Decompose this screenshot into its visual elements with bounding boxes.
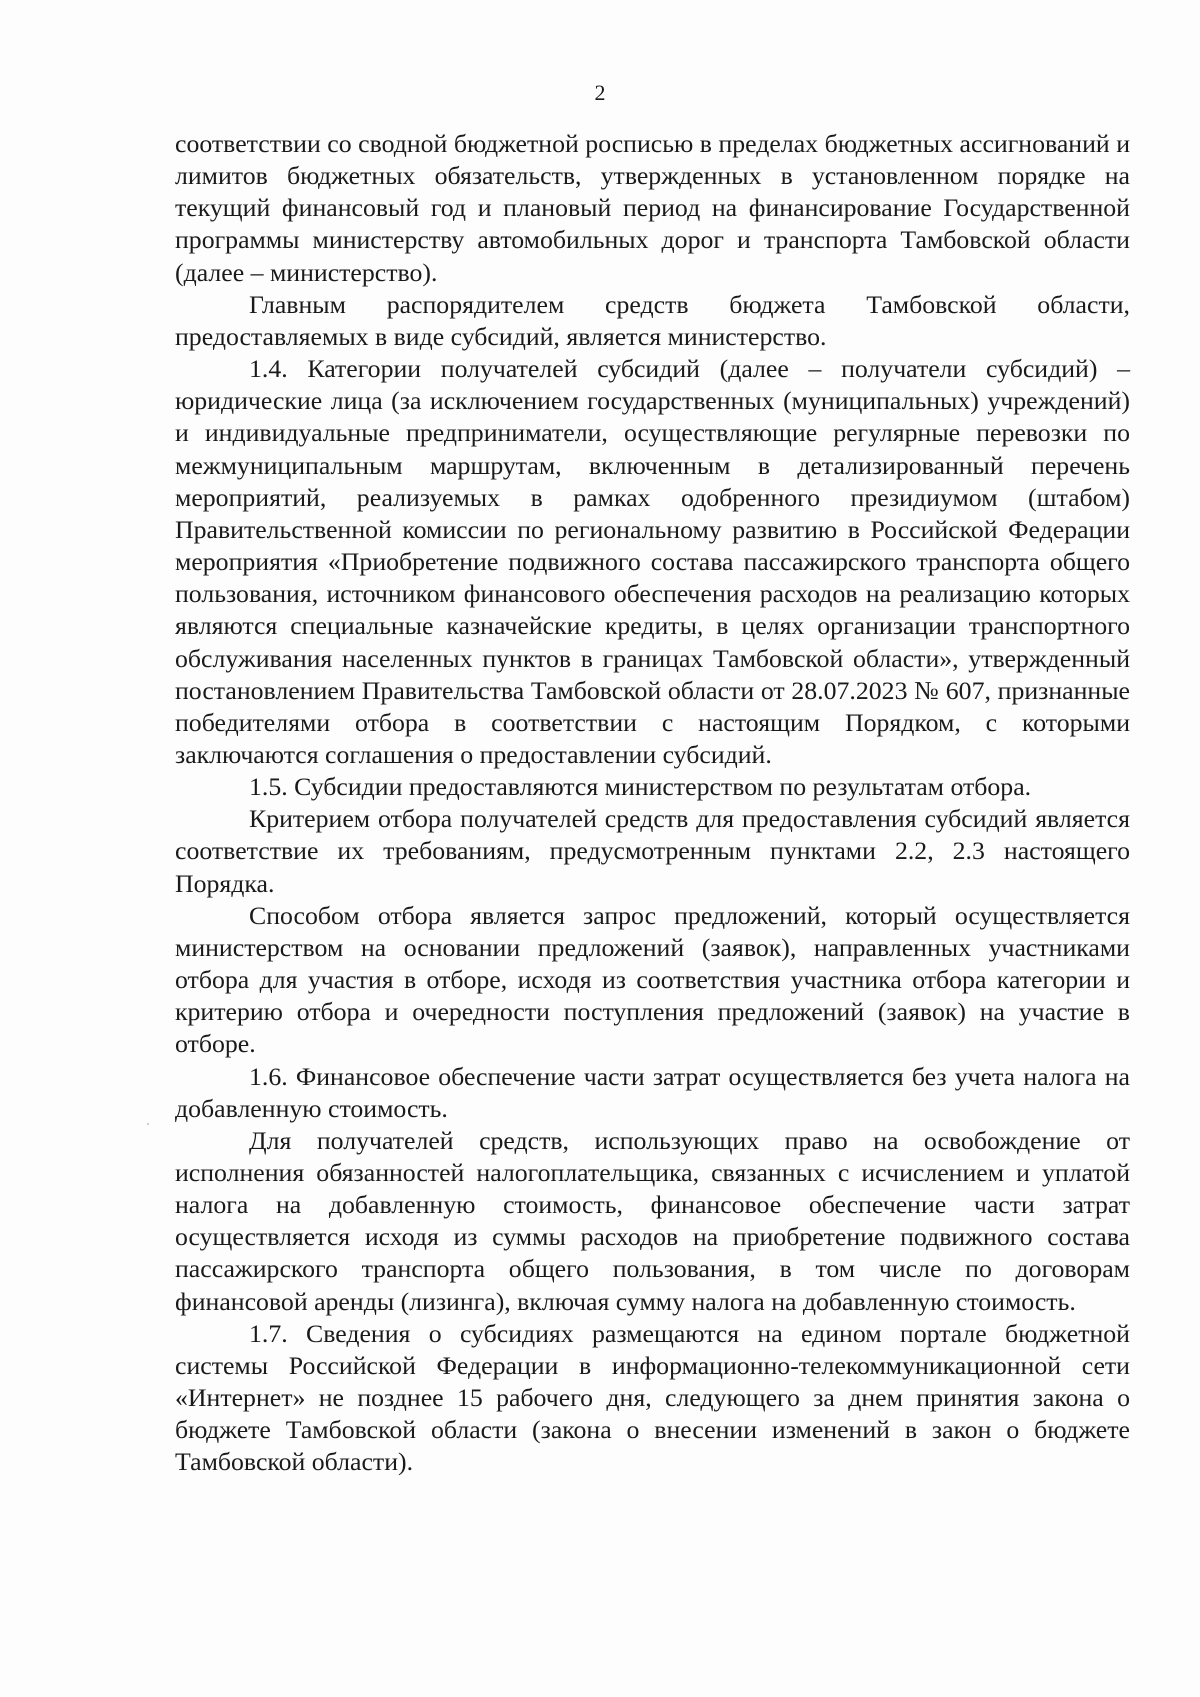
paragraph-1-6-financial-support: 1.6. Финансовое обеспечение части затрат осуществляется без учета налога на добавленную стоимость. bbox=[175, 1061, 1130, 1123]
paragraph-selection-method: Способом отбора является запрос предложений, который осуществляется министерством на основании предложений (заявок), направленных участниками отбора для участия в отборе, исходя из соответствия участника отбора категории и критерию отбора и очередности поступления предложений (заявок) на участие в отборе. bbox=[175, 900, 1130, 1059]
paragraph-selection-criterion: Критерием отбора получателей средств для предоставления субсидий является соответствие их требованиям, предусмотренным пунктами 2.2, 2.3 настоящего Порядка. bbox=[175, 804, 1130, 898]
paragraph-continuation: соответствии со сводной бюджетной росписью в пределах бюджетных ассигнований и лимитов бюджетных обязательств, утвержденных в установленном порядке на текущий финансовый год и плановый период на финансирование Государственной программы министерству автомобильных дорог и транспорта Тамбовской области (далее – министерство). bbox=[175, 129, 1130, 287]
page-number: 2 bbox=[594, 80, 606, 105]
paragraph-chief-administrator: Главным распорядителем средств бюджета Тамбовской области, предоставляемых в виде субсидий, является министерство. bbox=[175, 289, 1130, 351]
scan-speck bbox=[147, 1123, 149, 1125]
paragraph-1-7-subsidy-information: 1.7. Сведения о субсидиях размещаются на едином портале бюджетной системы Российской Федерации в информационно-телекоммуникационной сети «Интернет» не позднее 15 рабочего дня, следующего за днем принятия закона о бюджете Тамбовской области (закона о внесении изменений в закон о бюджете Тамбовской области). bbox=[175, 1318, 1130, 1477]
document-body bbox=[175, 128, 1130, 1479]
paragraph-1-5-subsidies-by-selection: 1.5. Субсидии предоставляются министерством по результатам отбора. bbox=[249, 772, 1032, 802]
paragraph-1-4-recipient-categories: 1.4. Категории получателей субсидий (далее – получатели субсидий) – юридические лица (за исключением государственных (муниципальных) учреждений) и индивидуальные предприниматели, осуществляющие регулярные перевозки по межмуниципальным маршрутам, включенным в детализированный перечень мероприятий, реализуемых в рамках одобренного президиумом (штабом) Правительственной комиссии по региональному развитию в Российской Федерации мероприятия «Приобретение подвижного состава пассажирского транспорта общего пользования, источником финансового обеспечения расходов на реализацию которых являются специальные казначейские кредиты, в целях организации транспортного обслуживания населенных пунктов в границах Тамбовской области», утвержденный постановлением Правительства Тамбовской области от 28.07.2023 № 607, признанные победителями отбора в соответствии с настоящим Порядком, с которыми заключаются соглашения о предоставлении субсидий. bbox=[175, 354, 1130, 769]
paragraph-vat-exemption: Для получателей средств, использующих право на освобождение от исполнения обязанностей налогоплательщика, связанных с исчислением и уплатой налога на добавленную стоимость, финансовое обеспечение части затрат осуществляется исходя из суммы расходов на приобретение подвижного состава пассажирского транспорта общего пользования, в том числе по договорам финансовой аренды (лизинга), включая сумму налога на добавленную стоимость. bbox=[175, 1125, 1130, 1316]
